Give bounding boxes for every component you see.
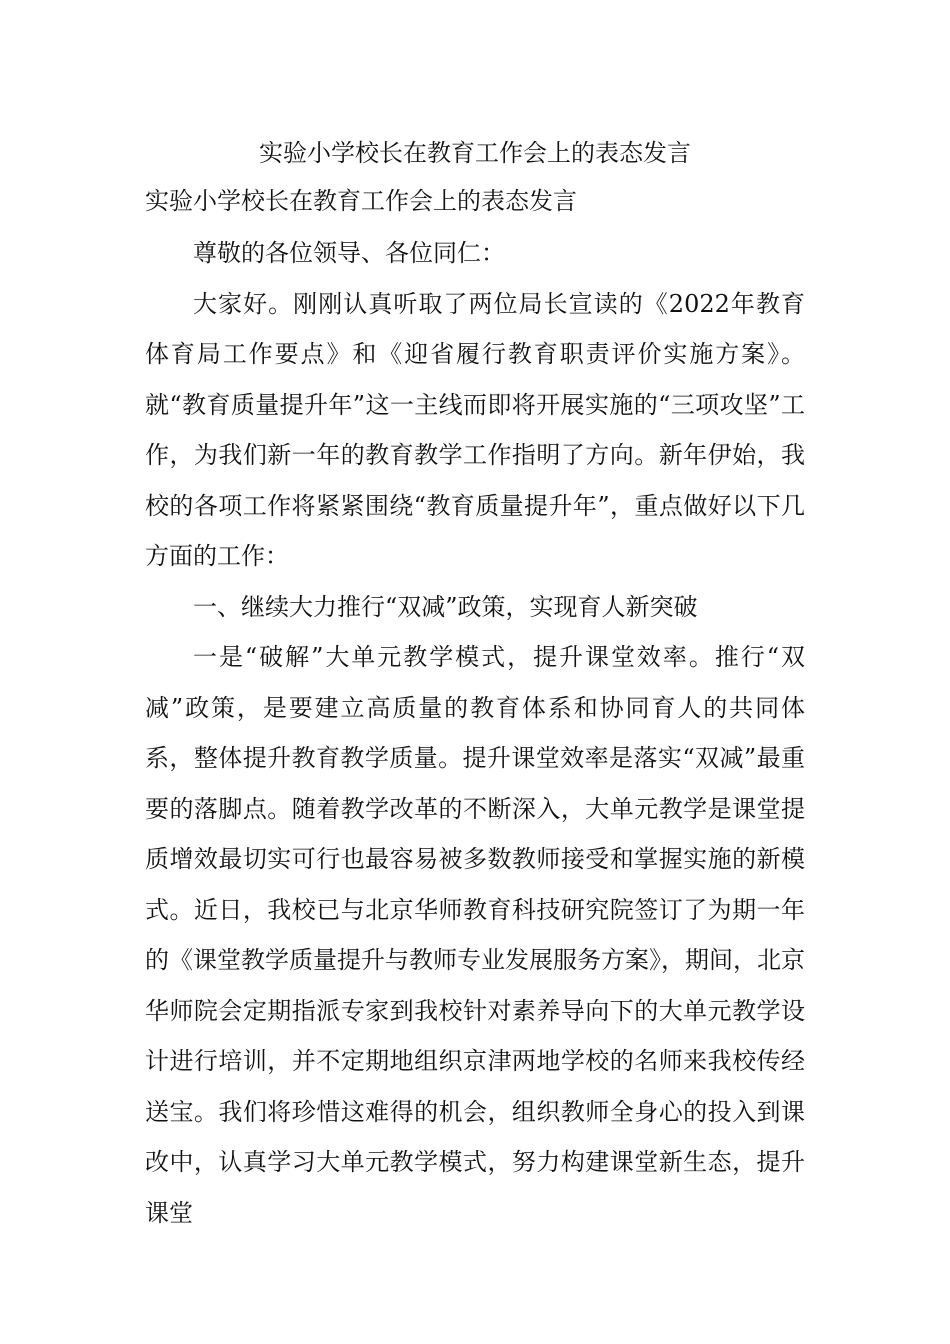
header-title: 实验小学校长在教育工作会上的表态发言 [259, 139, 691, 167]
document-title: 实验小学校长在教育工作会上的表态发言 [145, 187, 577, 215]
document-body [145, 228, 805, 1238]
salutation-paragraph: 尊敬的各位领导、各位同仁： [193, 239, 505, 267]
body-paragraph: 一是“破解”大单元教学模式，提升课堂效率。推行“双减”政策，是要建立高质量的教育体系和协同育人的共同体系，整体提升教育教学质量。提升课堂效率是落实“双减”最重要的落脚点。随着教学改革的不断深入，大单元教学是课堂提质增效最切实可行也最容易被多数教师接受和掌握实施的新模式。近日，我校已与北京华师教育科技研究院签订了为期一年的《课堂教学质量提升与教师专业发展服务方案》，期间，北京华师院会定期指派专家到我校针对素养导向下的大单元教学设计进行培训，并不定期地组织京津两地学校的名师来我校传经送宝。我们将珍惜这难得的机会，组织教师全身心的投入到课改中，认真学习大单元教学模式，努力构建课堂新生态，提升课堂 [145, 643, 805, 1227]
section-heading: 一、继续大力推行“双减”政策，实现育人新突破 [193, 592, 698, 621]
body-paragraph: 大家好。刚刚认真听取了两位局长宣读的《2022年教育体育局工作要点》和《迎省履行教育职责评价实施方案》。就“教育质量提升年”这一主线而即将开展实施的“三项攻坚”工作，为我们新一年的教育教学工作指明了方向。新年伊始，我校的各项工作将紧紧围绕“教育质量提升年”，重点做好以下几方面的工作： [145, 289, 805, 570]
